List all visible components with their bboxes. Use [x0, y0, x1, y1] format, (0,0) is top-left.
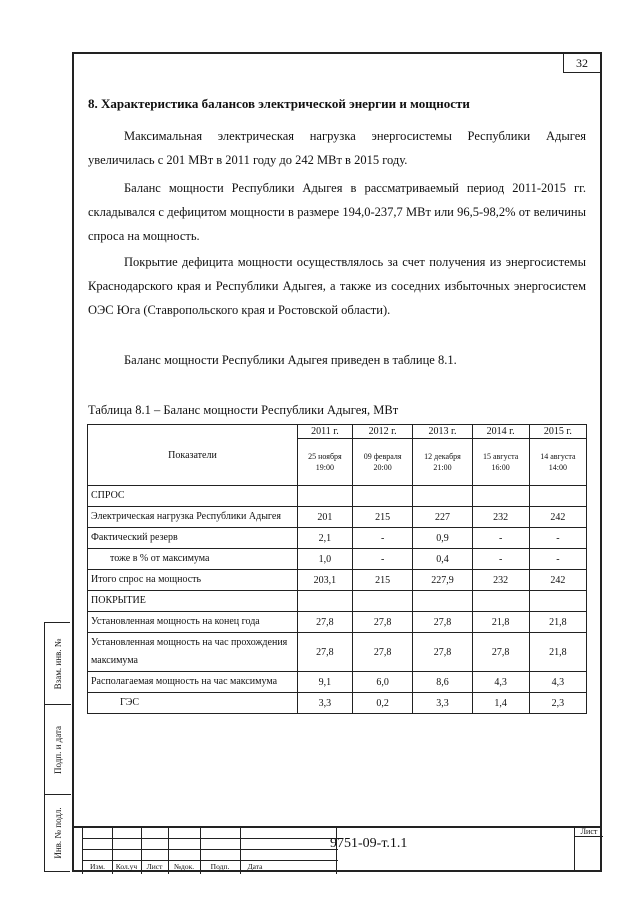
row-label: Фактический резерв: [88, 528, 298, 549]
table-row: [88, 633, 587, 672]
table-row: [88, 591, 587, 612]
vzam-cell: [45, 623, 71, 705]
balance-table: [87, 424, 587, 714]
row-value: [352, 591, 413, 612]
row-value: 2,3: [529, 693, 586, 714]
row-value: 1,0: [298, 549, 353, 570]
paragraph-3: Покрытие дефицита мощности осуществлялось за счет получения из энергосистемы Краснодарского края и Республики Адыгея, а также из соседних избыточных энергосистем ОЭС Юга (Ставропольского края и Ростовской области).: [88, 255, 586, 317]
row-value: [472, 591, 529, 612]
tb-label-podp: Подп.: [210, 862, 230, 871]
row-value: [529, 591, 586, 612]
row-value: -: [472, 549, 529, 570]
row-label: Установленная мощность на час прохождения максимума: [88, 633, 298, 672]
row-label: Электрическая нагрузка Республики Адыгея: [88, 507, 298, 528]
date-2014: 15 августа 16:00: [472, 439, 529, 486]
row-value: 21,8: [529, 633, 586, 672]
section-heading: 8. Характеристика балансов электрической энергии и мощности: [88, 96, 470, 111]
paragraph-2: Баланс мощности Республики Адыгея в рассматриваемый период 2011-2015 гг. складывался с дефицитом мощности в размере 194,0-237,7 МВт или 96,5-98,2% от величины спроса на мощность.: [88, 181, 586, 243]
row-value: 227: [413, 507, 472, 528]
podp-cell: [45, 705, 71, 795]
row-value: 4,3: [472, 672, 529, 693]
sheet-label: Лист: [575, 827, 603, 837]
table-row: [88, 672, 587, 693]
row-value: [529, 486, 586, 507]
row-value: -: [352, 549, 413, 570]
row-value: 232: [472, 507, 529, 528]
row-value: [352, 486, 413, 507]
row-value: 4,3: [529, 672, 586, 693]
year-2014: 2014 г.: [472, 425, 529, 439]
row-value: 27,8: [298, 633, 353, 672]
row-value: 203,1: [298, 570, 353, 591]
row-value: 201: [298, 507, 353, 528]
row-value: 21,8: [529, 612, 586, 633]
date-2015: 14 августа 14:00: [529, 439, 586, 486]
row-label: ГЭС: [88, 693, 298, 714]
header-label: Показатели: [88, 425, 298, 486]
row-label: СПРОС: [88, 486, 298, 507]
row-value: 242: [529, 507, 586, 528]
row-value: 6,0: [352, 672, 413, 693]
row-value: 8,6: [413, 672, 472, 693]
row-value: 27,8: [413, 633, 472, 672]
row-label: ПОКРЫТИЕ: [88, 591, 298, 612]
tb-label-kolich: Кол.уч: [115, 862, 138, 871]
row-value: [472, 486, 529, 507]
margin-stamp: [44, 622, 70, 872]
table-header-years: [88, 425, 587, 439]
row-value: 232: [472, 570, 529, 591]
row-value: 215: [352, 570, 413, 591]
row-value: 227,9: [413, 570, 472, 591]
paragraph-4: Баланс мощности Республики Адыгея приведен в таблице 8.1.: [124, 353, 457, 367]
row-value: 215: [352, 507, 413, 528]
tb-label-list: Лист: [146, 862, 163, 871]
row-value: -: [352, 528, 413, 549]
vzam-label: Взам. инв. №: [53, 638, 63, 689]
row-value: [413, 591, 472, 612]
row-label: Итого спрос на мощность: [88, 570, 298, 591]
year-2015: 2015 г.: [529, 425, 586, 439]
row-value: 27,8: [352, 612, 413, 633]
table-body: [88, 486, 587, 714]
date-2012: 09 февраля 20:00: [352, 439, 413, 486]
paragraph-1: Максимальная электрическая нагрузка энергосистемы Республики Адыгея увеличилась с 201 МВт в 2011 году до 242 МВт в 2015 году.: [88, 129, 586, 167]
sheet-box: [574, 826, 602, 872]
row-value: -: [529, 549, 586, 570]
row-value: 27,8: [472, 633, 529, 672]
table-row: [88, 570, 587, 591]
row-value: [298, 486, 353, 507]
row-value: 3,3: [413, 693, 472, 714]
table-row: [88, 693, 587, 714]
document-code: 9751-09-т.1.1: [330, 836, 408, 851]
row-value: 9,1: [298, 672, 353, 693]
row-value: -: [529, 528, 586, 549]
row-value: [413, 486, 472, 507]
table-row: [88, 549, 587, 570]
date-2013: 12 декабря 21:00: [413, 439, 472, 486]
table-row: [88, 612, 587, 633]
tb-label-ndok: №док.: [173, 862, 195, 871]
row-value: 21,8: [472, 612, 529, 633]
podp-data-label: Подп. и дата: [53, 725, 63, 774]
title-block-grid: [82, 828, 337, 874]
inv-podl-label: Инв. № подл.: [53, 807, 63, 859]
table-row: [88, 507, 587, 528]
table-row: [88, 486, 587, 507]
row-label: Располагаемая мощность на час максимума: [88, 672, 298, 693]
row-label: тоже в % от максимума: [88, 549, 298, 570]
row-value: 0,2: [352, 693, 413, 714]
row-value: 27,8: [413, 612, 472, 633]
row-value: 27,8: [298, 612, 353, 633]
page-number: 32: [563, 54, 600, 73]
inv-cell: [45, 795, 71, 871]
table-row: [88, 528, 587, 549]
row-value: 1,4: [472, 693, 529, 714]
row-value: 2,1: [298, 528, 353, 549]
row-value: 27,8: [352, 633, 413, 672]
row-value: 242: [529, 570, 586, 591]
table-caption: Таблица 8.1 – Баланс мощности Республики Адыгея, МВт: [88, 403, 399, 417]
tb-label-data: Дата: [247, 862, 263, 871]
tb-label-izm: Изм.: [90, 862, 105, 871]
row-value: 0,9: [413, 528, 472, 549]
row-label: Установленная мощность на конец года: [88, 612, 298, 633]
row-value: [298, 591, 353, 612]
row-value: -: [472, 528, 529, 549]
year-2012: 2012 г.: [352, 425, 413, 439]
date-2011: 25 ноября 19:00: [298, 439, 353, 486]
row-value: 3,3: [298, 693, 353, 714]
year-2011: 2011 г.: [298, 425, 353, 439]
year-2013: 2013 г.: [413, 425, 472, 439]
row-value: 0,4: [413, 549, 472, 570]
